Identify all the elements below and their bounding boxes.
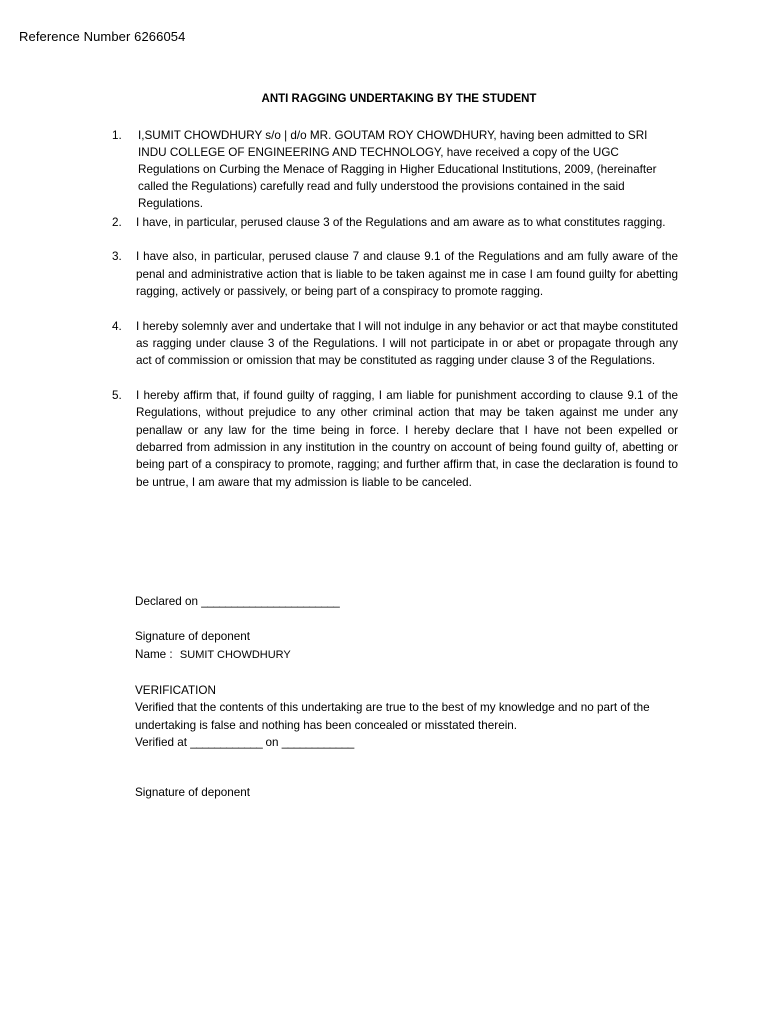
verified-on-blank: ____________ — [281, 736, 354, 750]
clause-text: I have, in particular, perused clause 3 of the Regulations and am aware as to what constitutes ragging. — [136, 216, 666, 229]
clause-text: I,SUMIT CHOWDHURY s/o | d/o MR. GOUTAM ROY CHOWDHURY, having been admitted to SRI INDU COLLEGE OF ENGINEERING AND TECHNOLOGY, have received a copy of the UGC Regulations on Curbing the Menace of Ragging in Higher Educational Institutions, 2009, (hereinafter called the Regulations) carefully read and fully understood the provisions contained in the said Regulations. — [138, 129, 657, 210]
clause-number: 1. — [112, 129, 122, 142]
reference-number: Reference Number 6266054 — [19, 29, 186, 44]
clause-number: 3. — [112, 250, 122, 264]
verified-on-label: on — [265, 736, 279, 750]
clause-number: 5. — [112, 388, 122, 402]
clause-text: I hereby solemnly aver and undertake that I will not indulge in any behavior or act that maybe constituted as ragging under clause 3 of the Regulations. I will not participate in or abet or propagate through any act of commission or omission that may be constituted as ragging under clause 3 of the Regulations. — [136, 319, 678, 368]
clause-text: I hereby affirm that, if found guilty of ragging, I am liable for punishment according to clause 9.1 of the Regulations, without prejudice to any other criminal action that may be taken against me under any penallaw or any law for the time being in force. I hereby declare that I have not been expelled or debarred from admission in any institution in the country on account of being found guilty of, abetting or being part of a conspiracy to promote, ragging; and further affirm that, in case the declaration is found to be untrue, I am aware that my admission is liable to be canceled. — [136, 388, 678, 489]
verified-at-label: Verified at — [135, 736, 187, 750]
declared-on-line — [135, 595, 339, 608]
verification-text: Verified that the contents of this undertaking are true to the best of my knowledge and no part of the undertaking is false and nothing has been concealed or misstated therein. — [135, 701, 650, 732]
clause-item — [112, 214, 678, 231]
clause-item — [112, 248, 678, 300]
declared-on-label: Declared on — [135, 595, 199, 608]
name-value: SUMIT CHOWDHURY — [179, 649, 291, 661]
name-label: Name : — [135, 648, 173, 661]
clause-item — [112, 318, 678, 370]
declared-on-blank: _______________________ — [201, 595, 340, 608]
name-line — [135, 648, 291, 661]
verified-at-line — [135, 734, 675, 751]
clause-text: I have also, in particular, perused clause 7 and clause 9.1 of the Regulations and am fully aware of the penal and administrative action that is liable to be taken against me in case I am found guilty for abetting ragging, actively or passively, or being part of a conspiracy to promote ragging. — [136, 250, 678, 299]
clause-item — [112, 127, 678, 212]
signature-of-deponent: Signature of deponent — [135, 630, 251, 643]
clause-list — [112, 127, 678, 508]
verification-section — [135, 682, 675, 752]
signature-of-deponent-2: Signature of deponent — [135, 786, 251, 799]
document-title: ANTI RAGGING UNDERTAKING BY THE STUDENT — [261, 93, 537, 105]
verified-at-blank: ____________ — [190, 736, 263, 750]
verification-heading: VERIFICATION — [135, 684, 216, 697]
clause-number: 4. — [112, 319, 122, 333]
clause-item — [112, 387, 678, 491]
clause-number: 2. — [112, 216, 122, 229]
